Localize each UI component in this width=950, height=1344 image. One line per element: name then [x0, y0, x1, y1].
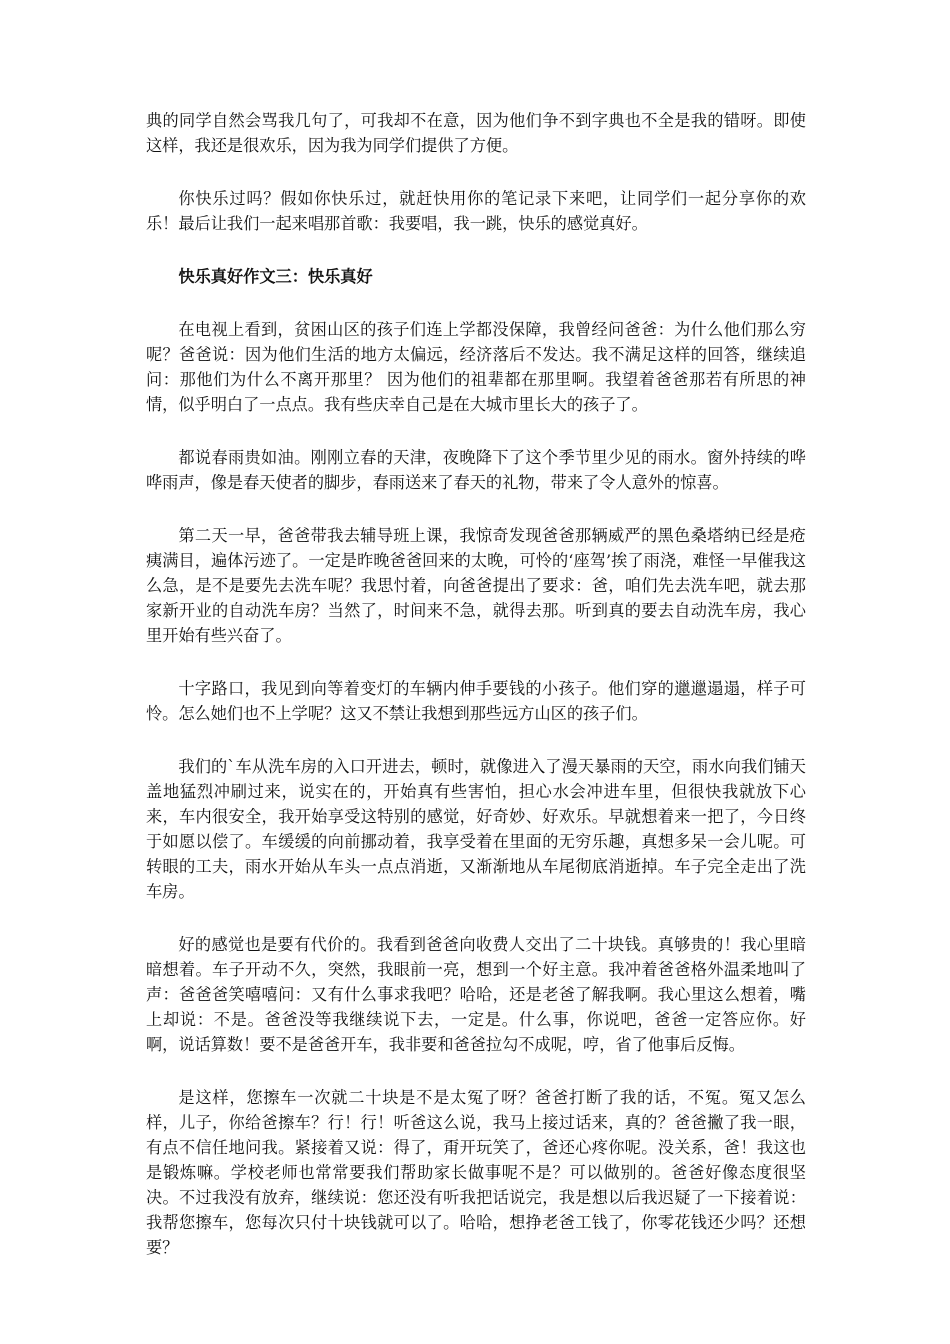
- body-paragraph-6: 好的感觉也是要有代价的。我看到爸爸向收费人交出了二十块钱。真够贵的！我心里暗暗想着。车子开动不久，突然，我眼前一亮，想到一个好主意。我冲着爸爸格外温柔地叫了声：爸爸爸笑嘻嘻问：又有什么事求我吧？哈哈，还是老爸了解我啊。我心里这么想着，嘴上却说：不是。爸爸没等我继续说下去，一定是。什么事，你说吧，爸爸一定答应你。好啊，说话算数！要不是爸爸开车，我非要和爸爸拉勾不成呢，哼，省了他事后反悔。: [146, 935, 806, 1054]
- body-paragraph-7: 是这样，您擦车一次就二十块是不是太冤了呀？爸爸打断了我的话，不冤。冤又怎么样，儿子，你给爸擦车？行！行！听爸这么说，我马上接过话来，真的？爸爸撇了我一眼，有点不信任地问我。紧接着又说：得了，甭开玩笑了，爸还心疼你呢。没关系，爸！我这也是锻炼嘛。学校老师也常常要我们帮助家长做事呢不是？可以做别的。爸爸好像态度很坚决。不过我没有放弃，继续说：您还没有听我把话说完，我是想以后我迟疑了一下接着说：我帮您擦车，您每次只付十块钱就可以了。哈哈，想挣老爸工钱了，你零花钱还少吗？还想要？: [146, 1088, 806, 1257]
- body-paragraph-4: 十字路口，我见到向等着变灯的车辆内伸手要钱的小孩子。他们穿的邋邋遢遢，样子可怜。怎么她们也不上学呢？这又不禁让我想到那些远方山区的孩子们。: [146, 679, 806, 723]
- body-paragraph-5: 我们的`车从洗车房的入口开进去，顿时，就像进入了漫天暴雨的天空，雨水向我们铺天盖地猛烈冲刷过来，说实在的，开始真有些害怕，担心水会冲进车里，但很快我就放下心来，车内很安全，我开始享受这特别的感觉，好奇妙、好欢乐。早就想着来一把了，今日终于如愿以偿了。车缓缓的向前挪动着，我享受着在里面的无穷乐趣，真想多呆一会儿呢。可转眼的工夫，雨水开始从车头一点点消逝，又渐渐地从车尾彻底消逝掉。车子完全走出了洗车房。: [146, 757, 806, 901]
- paragraph-continuation: 典的同学自然会骂我几句了，可我却不在意，因为他们争不到字典也不全是我的错呀。即使这样，我还是很欢乐，因为我为同学们提供了方便。: [146, 111, 806, 155]
- body-paragraph-1: 在电视上看到，贫困山区的孩子们连上学都没保障，我曾经问爸爸：为什么他们那么穷呢？爸爸说：因为他们生活的地方太偏远，经济落后不发达。我不满足这样的回答，继续追问：那他们为什么不离开那里？ 因为他们的祖辈都在那里啊。我望着爸爸那若有所思的神情，似乎明白了一点点。我有些庆幸自己是在大城市里长大的孩子了。: [146, 320, 806, 414]
- body-paragraph-2: 都说春雨贵如油。刚刚立春的天津，夜晚降下了这个季节里少见的雨水。窗外持续的哗哗雨声，像是春天使者的脚步，春雨送来了春天的礼物，带来了令人意外的惊喜。: [146, 448, 806, 492]
- paragraph-closing: 你快乐过吗？假如你快乐过，就赶快用你的笔记录下来吧，让同学们一起分享你的欢乐！最后让我们一起来唱那首歌：我要唱，我一跳，快乐的感觉真好。: [146, 189, 806, 233]
- document-page: [146, 108, 806, 1288]
- body-paragraph-3: 第二天一早，爸爸带我去辅导班上课，我惊奇发现爸爸那辆威严的黑色桑塔纳已经是疮痍满目，遍体污迹了。一定是昨晚爸爸回来的太晚，可怜的‘座驾’挨了雨浇，难怪一早催我这么急，是不是要先去洗车呢？我思忖着，向爸爸提出了要求：爸，咱们先去洗车吧，就去那家新开业的自动洗车房？当然了，时间来不急，就得去那。听到真的要去自动洗车房，我心里开始有些兴奋了。: [146, 526, 806, 645]
- section-heading: 快乐真好作文三：快乐真好: [178, 267, 373, 286]
